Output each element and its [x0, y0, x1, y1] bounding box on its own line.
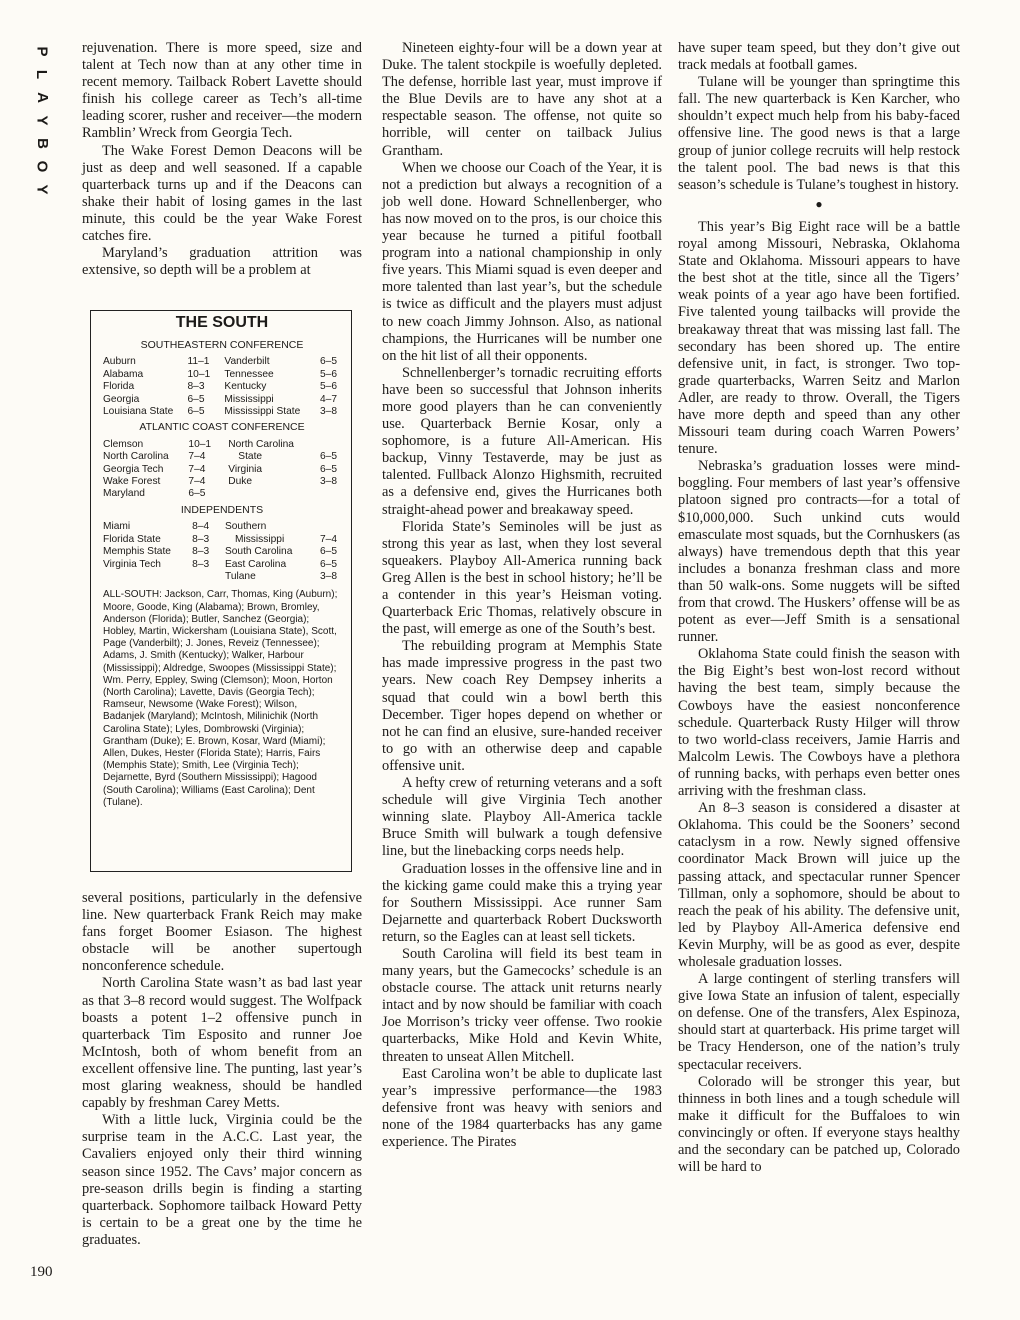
column-2 — [382, 40, 662, 1151]
paragraph: several positions, particularly in the defensive line. New quarterback Frank Reich may make fans forget Boomer Esiason. The highest obstacle will be another supertough nonconference schedule. — [82, 890, 362, 975]
paragraph: have super team speed, but they don’t give out track medals at football games. — [678, 40, 960, 74]
standings-table-sec — [103, 356, 341, 418]
magazine-letter: Y — [33, 184, 51, 195]
page-number: 190 — [30, 1264, 53, 1280]
paragraph: Nebraska’s graduation losses were mind-boggling. Four members of last year’s offensive platoon signed pro contracts—for a total of $10,000,000. Such unkind cuts would emasculate most squads, but the Cornhuskers (as always) have tremendous depth that this year includes a bonanza freshman class and more than 50 walk-ons. Some nuggets will be sifted from that crowd. The Huskers’ offense will be as potent as ever—Jeff Smith is a sensational runner. — [678, 458, 960, 646]
paragraph: The Wake Forest Demon Deacons will be just as deep and well seasoned. If a capable quarterback turns up and if the Deacons can shake their habit of losing games in the last minute, this could be the year Wake Forest catches fire. — [82, 142, 362, 245]
paragraph: When we choose our Coach of the Year, it is not a prediction but always a recognition of a job well done. Howard Schnellenberger, who has now moved on to the pros, is our choice this year because he turned a pitiful football program into a national championship in only five years. This Miami squad is even deeper and more talented than last year’s, but the schedule is twice as difficult and the players must adjust to new coach Jimmy Johnson. Also, as national champions, the Hurricanes will be number one on the hit list of all their opponents. — [382, 159, 662, 364]
standings-table-independents — [103, 521, 341, 583]
table-row: Georgia 6–5 Mississippi 4–7 — [103, 393, 337, 405]
table-row: Maryland 6–5 — [103, 488, 206, 500]
magazine-letter: P — [33, 46, 51, 57]
table-row: Florida State 8–3 Mississippi 7–4 — [103, 533, 337, 545]
column-1-bottom — [82, 890, 362, 1249]
paragraph: A large contingent of sterling transfers will give Iowa State an infusion of talent, especially on defense. One of the transfers, Alex Espinoza, should start at quarterback. His prime target will be Tracy Henderson, one of the nation’s truly spectacular receivers. — [678, 971, 960, 1073]
paragraph: The rebuilding program at Memphis State has made impressive progress in the past two years. New coach Rey Dempsey inherits a squad that could win a bowl berth this December. Tiger hopes depend on whether or not he can find an elusive, sure-handed receiver to go with an otherwise deep and capable offensive unit. — [382, 638, 662, 774]
table-row: Memphis State 8–3 South Carolina 6–5 — [103, 546, 337, 558]
table-row: Miami 8–4 Southern — [103, 521, 267, 533]
sidebar-title: THE SOUTH — [175, 314, 269, 331]
all-south-team: ALL-SOUTH: Jackson, Carr, Thomas, King (Auburn); Moore, Goode, King (Alabama); Brown, Bromley, Anderson (Florida); Butler, Sanchez (Georgia); Hobley, Martin, Wickersham (Louisiana State), Scott, Page (Vanderbilt); J. Jones, Reveiz (Tennessee); Adams, J. Smith (Kentucky); Walker, Harbour (Mississippi); Aldredge, Swoopes (Mississippi State); Wm. Perry, Eppley, Swing (Clemson); Moon, Horton (North Carolina); Lavette, Davis (Georgia Tech); Ramseur, Newsome (Wake Forest); Wilson, Badanjek (Maryland); McIntosh, Milinichik (North Carolina State); Lyles, Dombrowski (Virginia); Grantham (Duke); E. Brown, Kosar, Ward (Miami); Allen, Dukes, Hester (Florida State); Harris, Fairs (Memphis State); Smith, Lee (Virginia Tech); Dejarnette, Byrd (Southern Mississippi); Hagood (South Carolina); Williams (East Carolina); Dent (Tulane). — [103, 589, 338, 808]
paragraph: This year’s Big Eight race will be a battle royal among Missouri, Nebraska, Oklahoma State and Oklahoma. Missouri appears to have the best shot at the title, since all the Tigers’ weak points of a year ago have been fortified. Five talented young tailbacks will provide the breakaway threat that was missing last fall. The secondary has been shored up. The entire defensive unit, in fact, is stronger. Two top-grade quarterbacks, Warren Seitz and Marlon Adler, are ready to throw. Overall, the Tigers have more depth and speed than any other Missouri team during coach Warren Powers’ tenure. — [678, 218, 960, 458]
paragraph: Oklahoma State could finish the season with the Big Eight’s best won-lost record without having the best team, simply because the Cowboys have the easiest nonconference schedule. Quarterback Rusty Hilger will throw to two world-class receivers, Jamie Harris and Malcolm Lewis. The Cowboys have a plethora of running backs, with perhaps even better ones arriving with the freshman class. — [678, 646, 960, 800]
paragraph: Maryland’s graduation attrition was extensive, so depth will be a problem at — [82, 245, 362, 279]
paragraph: A hefty crew of returning veterans and a soft schedule will give Virginia Tech another winning slate. Playboy All-America tackle Bruce Smith will bulwark a tough defensive line, but the linebacking corps needs help. — [382, 775, 662, 860]
conference-heading: SOUTHEASTERN CONFERENCE — [140, 339, 304, 351]
paragraph: An 8–3 season is considered a disaster at Oklahoma. This could be the Sooners’ second cataclysm in a row. Newly signed offensive coordinator Mack Brown will juice up the passing attack, and spectacular runner Spencer Tillman, only a sophomore, should be about to reach the peak of his ability. The defensive unit, led by Playboy All-America defensive end Kevin Murphy, will be as good as ever, despite wholesale graduation losses. — [678, 800, 960, 970]
paragraph: Schnellenberger’s tornadic recruiting efforts have been so successful that Johnson inherits more good players than he can conveniently use. Quarterback Bernie Kosar, only a sophomore, is a future All-American. His backup, Vinny Testaverde, may be just as talented. Fullback Alonzo Highsmith, recruited as a defensive end, gives the Hurricanes both straight-ahead power and breakaway speed. — [382, 364, 662, 518]
table-row: Wake Forest 7–4 Duke 3–8 — [103, 476, 337, 488]
paragraph: North Carolina State wasn’t as bad last year as that 3–8 record would suggest. The Wolfpack boasts a potent 1–2 offensive punch in quarterback Tim Esposito and runner Joe McIntosh, both of whom benefit from an excellent offensive line. The punting, last year’s most glaring weakness, should be handled capably by freshman Carey Metts. — [82, 975, 362, 1112]
paragraph: Colorado will be stronger this year, but thinness in both lines and a tough schedule will make it difficult for the Buffaloes to win convincingly or often. If everyone stays healthy and the secondary can be patched up, Colorado will be hard to — [678, 1073, 960, 1176]
section-divider-bullet: ● — [815, 196, 823, 211]
table-row: Louisiana State 6–5 Mississippi State 3–8 — [103, 406, 337, 418]
magazine-name-vertical — [30, 40, 54, 201]
paragraph: rejuvenation. There is more speed, size and talent at Tech now than at any other time in recent memory. Tailback Robert Lavette should finish his college career as Tech’s all-time leading scorer, rusher and receiver—the modern Ramblin’ Wreck from Georgia Tech. — [82, 40, 362, 142]
paragraph: Florida State’s Seminoles will be just as strong this year as last, when they lost several squeakers. Playboy All-America running back Greg Allen is the best in school history; he’ll be a contender in this year’s Heisman voting. Quarterback Eric Thomas, relatively obscure in the past, will emerge as one of the South’s best. — [382, 518, 662, 638]
magazine-letter: L — [33, 69, 51, 80]
standings-table-acc — [103, 439, 341, 501]
column-3 — [678, 40, 960, 1176]
paragraph: Nineteen eighty-four will be a down year at Duke. The talent stockpile is woefully depleted. The defense, horrible last year, must improve if the Blue Devils are to have any shot at a respectable season. The offense, not quite so horrible, will center on tailback Julius Grantham. — [382, 40, 662, 159]
paragraph: South Carolina will field its best team in many years, but the Gamecocks’ schedule is an obstacle course. The attack unit returns nearly intact and by now should be familiar with coach Joe Morrison’s tricky veer offense. Two rookie quarterbacks, Mike Hold and Kevin White, threaten to unseat Allen Mitchell. — [382, 945, 662, 1065]
paragraph: Tulane will be younger than springtime this fall. The new quarterback is Ken Karcher, who shouldn’t expect much help from his baby-faced offensive line. The good news is that a large group of junior college recruits will help restock the talent pool. The bad news is that this season’s schedule is Tulane’s toughest in history. — [678, 74, 960, 193]
magazine-letter: A — [33, 92, 51, 103]
paragraph: With a little luck, Virginia could be the surprise team in the A.C.C. Last year, the Cavaliers enjoyed only their third winning season since 1952. The Cavs’ major concern as pre-season drills begin is finding a starting quarterback. Sophomore tailback Howard Petty is certain to be a great one by the time he graduates. — [82, 1112, 362, 1248]
sidebar-the-south — [90, 310, 352, 872]
magazine-letter: O — [33, 160, 51, 173]
magazine-letter: Y — [33, 115, 51, 126]
table-row: Georgia Tech 7–4 Virginia 6–5 — [103, 463, 337, 475]
table-row: Auburn 11–1 Vanderbilt 6–5 — [103, 356, 337, 368]
table-row: Clemson 10–1 North Carolina — [103, 438, 294, 450]
table-row: Alabama 10–1 Tennessee 5–6 — [103, 368, 337, 380]
column-1-top — [82, 40, 362, 279]
conference-heading: INDEPENDENTS — [180, 503, 264, 516]
paragraph: East Carolina won’t be able to duplicate last year’s impressive performance—the 1983 defensive front was heavy with seniors and none of the 1984 quarterbacks has any game experience. The Pirates — [382, 1065, 662, 1150]
table-row: Florida 8–3 Kentucky 5–6 — [103, 381, 337, 393]
conference-heading: ATLANTIC COAST CONFERENCE — [139, 421, 305, 434]
table-row: Virginia Tech 8–3 East Carolina 6–5 — [103, 558, 337, 570]
table-row: North Carolina 7–4 State 6–5 — [103, 451, 337, 463]
magazine-letter: B — [33, 138, 51, 149]
table-row: Tulane 3–8 — [224, 570, 337, 582]
paragraph: Graduation losses in the offensive line and in the kicking game could make this a trying year for Southern Mississippi. Ace runner Sam Dejarnette and quarterback Robert Ducksworth return, so the Eagles can at least sell tickets. — [382, 860, 662, 945]
